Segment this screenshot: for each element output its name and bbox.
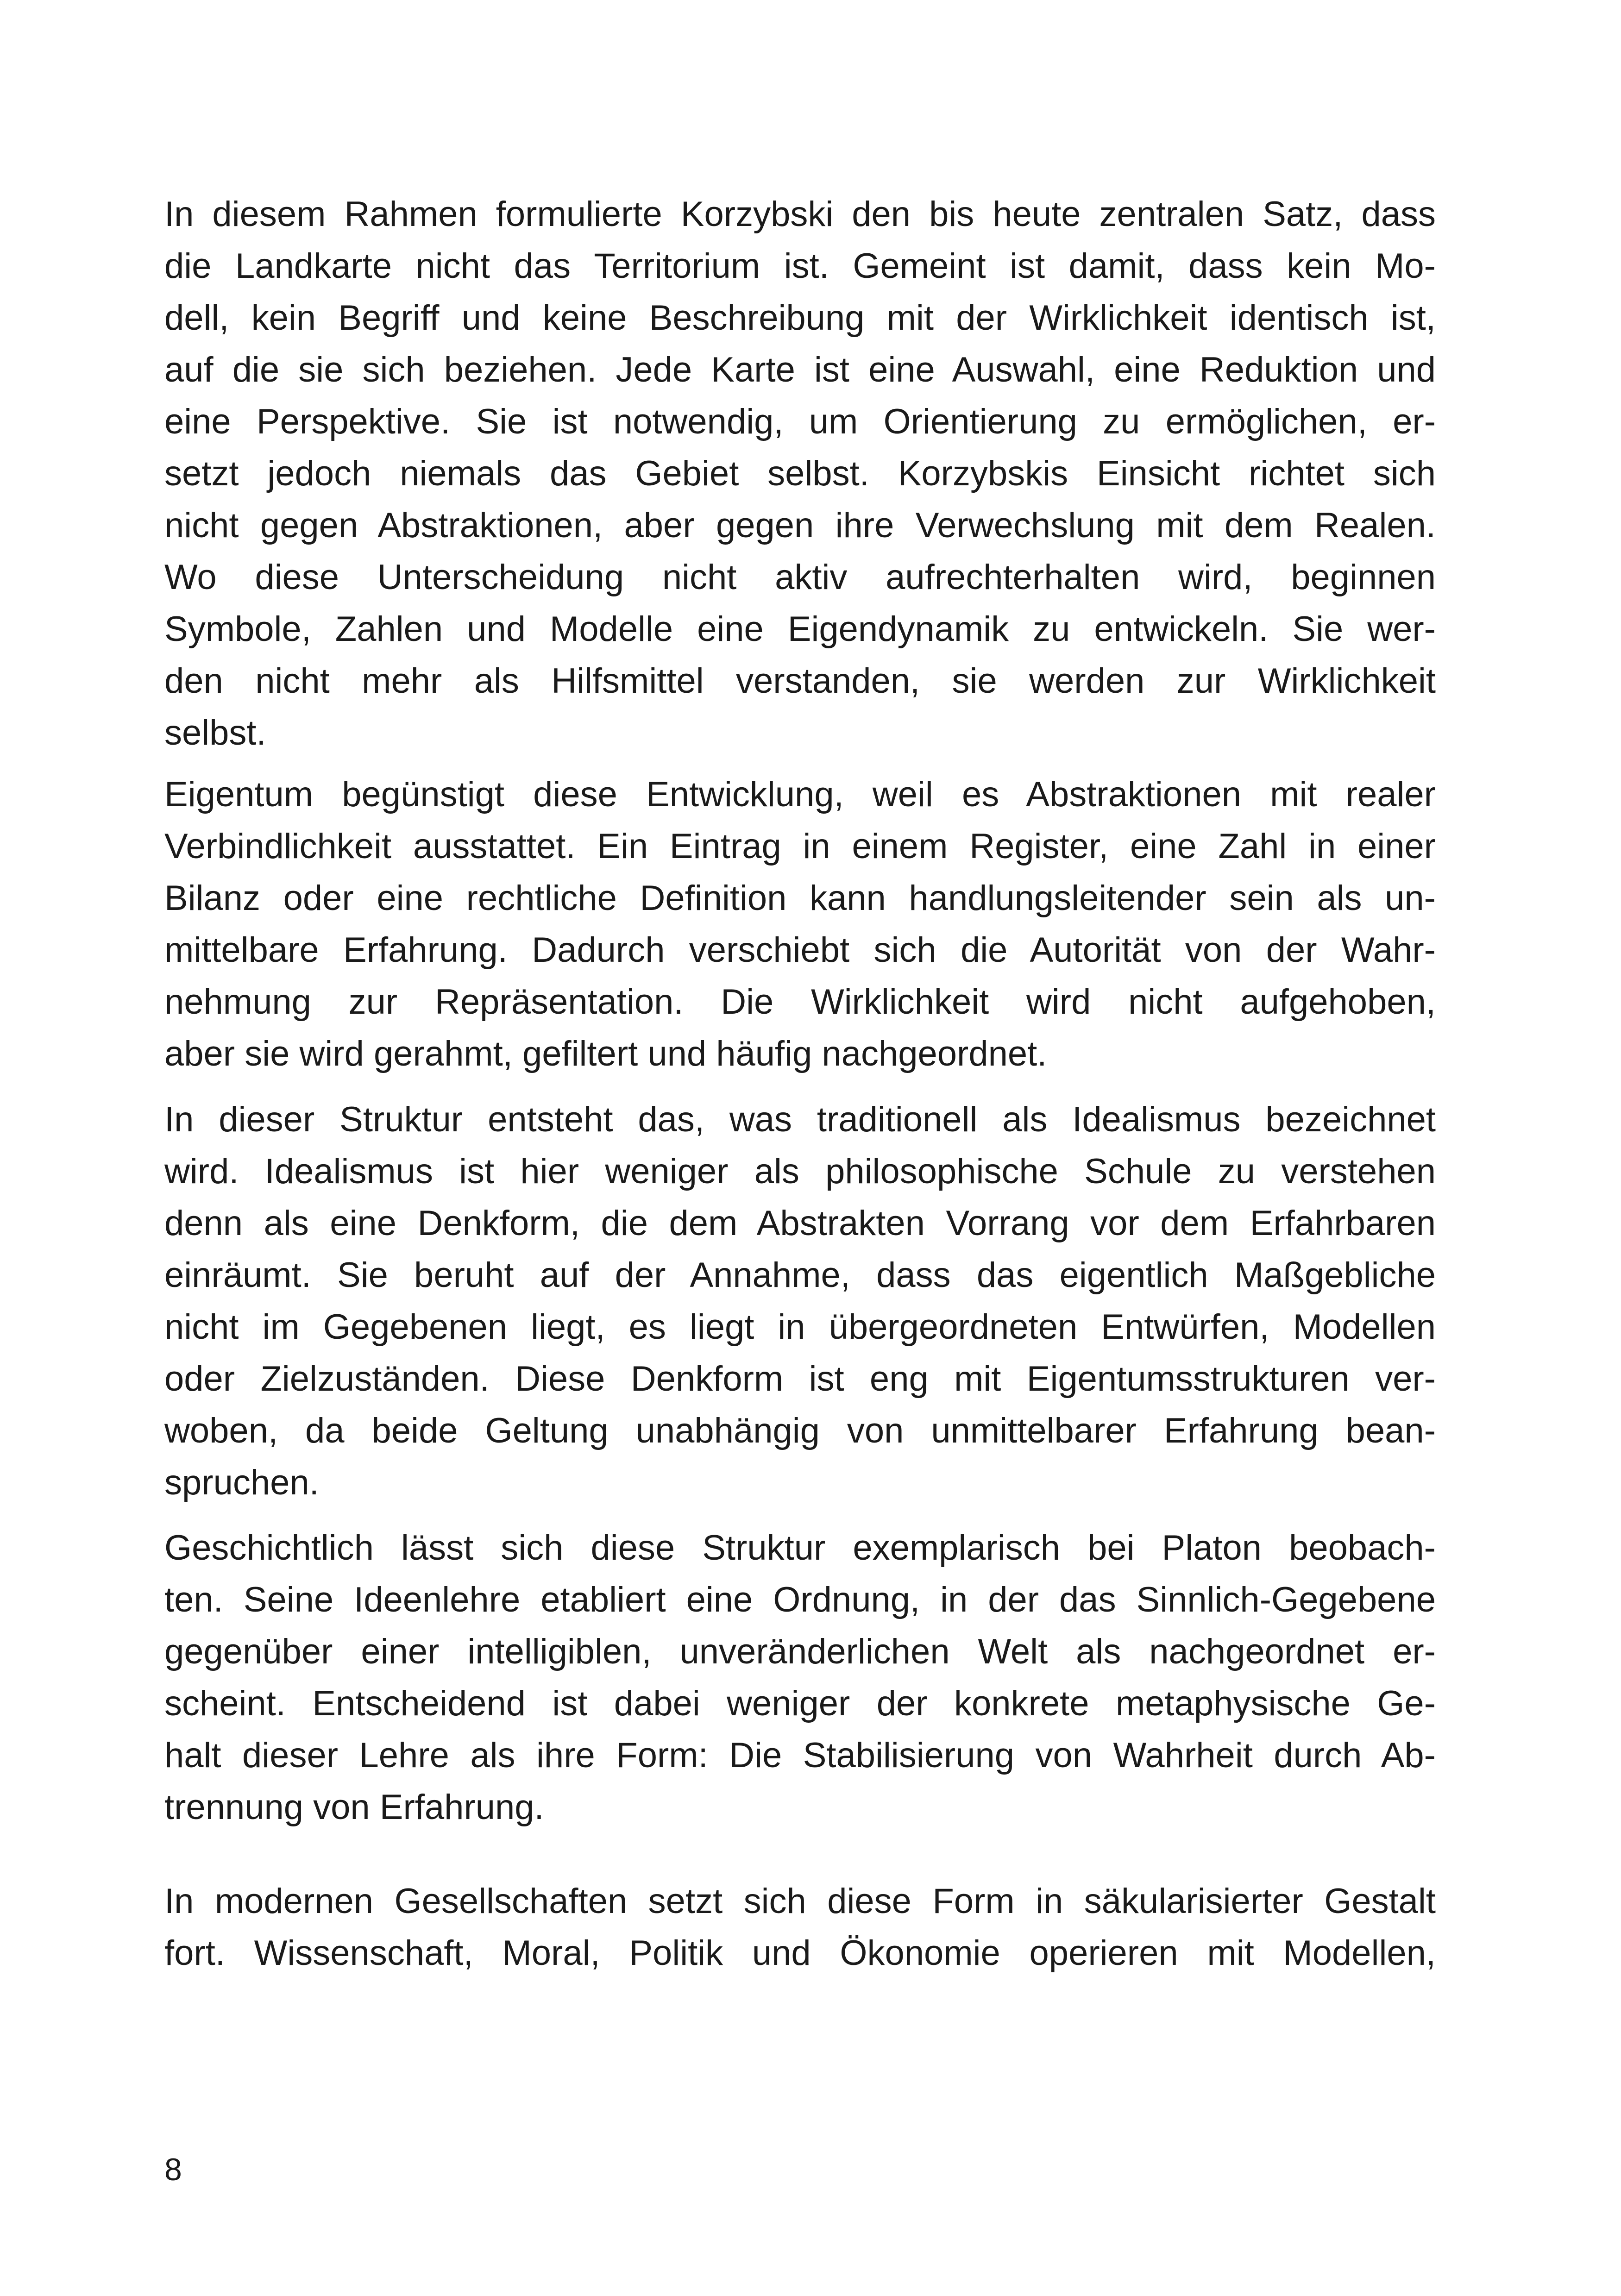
text-line: dell, kein Begriff und keine Beschreibung mit der Wirklichkeit identisch ist, (164, 298, 1436, 338)
text-line: Symbole, Zahlen und Modelle eine Eigendynamik zu entwickeln. Sie wer- (164, 609, 1436, 649)
text-line: wird. Idealismus ist hier weniger als philosophische Schule zu verstehen (164, 1152, 1436, 1191)
text-line: In diesem Rahmen formulierte Korzybski den bis heute zentralen Satz, dass (164, 194, 1436, 234)
text-line: Geschichtlich lässt sich diese Struktur exemplarisch bei Platon beobach- (164, 1528, 1436, 1568)
paragraph-2 (164, 769, 1436, 1080)
text-line: eine Perspektive. Sie ist notwendig, um Orientierung zu ermöglichen, er- (164, 402, 1436, 441)
text-line: trennung von Erfahrung. (164, 1788, 544, 1827)
text-line: einräumt. Sie beruht auf der Annahme, dass das eigentlich Maßgebliche (164, 1255, 1436, 1295)
text-line: die Landkarte nicht das Territorium ist. Gemeint ist damit, dass kein Mo- (164, 246, 1436, 286)
text-line: nehmung zur Repräsentation. Die Wirklichkeit wird nicht aufgehoben, (164, 982, 1436, 1022)
text-line: nicht im Gegebenen liegt, es liegt in übergeordneten Entwürfen, Modellen (164, 1307, 1436, 1347)
text-line: nicht gegen Abstraktionen, aber gegen ihre Verwechslung mit dem Realen. (164, 506, 1436, 545)
text-line: spruchen. (164, 1463, 319, 1502)
text-line: woben, da beide Geltung unabhängig von unmittelbarer Erfahrung bean- (164, 1411, 1436, 1450)
text-line: oder Zielzuständen. Diese Denkform ist eng mit Eigentumsstrukturen ver- (164, 1359, 1436, 1399)
paragraph-4 (164, 1522, 1436, 1833)
paragraph-3 (164, 1094, 1436, 1509)
text-line: mittelbare Erfahrung. Dadurch verschiebt sich die Autorität von der Wahr- (164, 930, 1436, 970)
text-line: halt dieser Lehre als ihre Form: Die Stabilisierung von Wahrheit durch Ab- (164, 1736, 1436, 1775)
text-line: denn als eine Denkform, die dem Abstrakten Vorrang vor dem Erfahrbaren (164, 1204, 1436, 1243)
text-line: ten. Seine Ideenlehre etabliert eine Ordnung, in der das Sinnlich-Gegebene (164, 1580, 1436, 1619)
text-line: In dieser Struktur entsteht das, was traditionell als Idealismus bezeichnet (164, 1100, 1436, 1139)
text-line: aber sie wird gerahmt, gefiltert und häufig nachgeordnet. (164, 1034, 1047, 1073)
text-line: gegenüber einer intelligiblen, unveränderlichen Welt als nachgeordnet er- (164, 1632, 1436, 1671)
text-line: Bilanz oder eine rechtliche Definition kann handlungsleitender sein als un- (164, 878, 1436, 918)
text-line: Eigentum begünstigt diese Entwicklung, weil es Abstraktionen mit realer (164, 775, 1436, 814)
text-line: In modernen Gesellschaften setzt sich diese Form in säkularisierter Gestalt (164, 1882, 1436, 1921)
paragraph-1 (164, 188, 1436, 759)
text-line: auf die sie sich beziehen. Jede Karte ist eine Auswahl, eine Reduktion und (164, 350, 1436, 389)
text-line: setzt jedoch niemals das Gebiet selbst. Korzybskis Einsicht richtet sich (164, 454, 1436, 493)
text-line: scheint. Entscheidend ist dabei weniger der konkrete metaphysische Ge- (164, 1684, 1436, 1723)
text-line: selbst. (164, 713, 266, 753)
text-line: den nicht mehr als Hilfsmittel verstanden, sie werden zur Wirklichkeit (164, 661, 1436, 701)
text-line: Verbindlichkeit ausstattet. Ein Eintrag in einem Register, eine Zahl in einer (164, 827, 1436, 866)
text-line: Wo diese Unterscheidung nicht aktiv aufrechterhalten wird, beginnen (164, 558, 1436, 597)
page-number: 8 (164, 2152, 182, 2187)
text-line: fort. Wissenschaft, Moral, Politik und Ökonomie operieren mit Modellen, (164, 1933, 1436, 1973)
paragraph-5 (164, 1876, 1436, 1979)
